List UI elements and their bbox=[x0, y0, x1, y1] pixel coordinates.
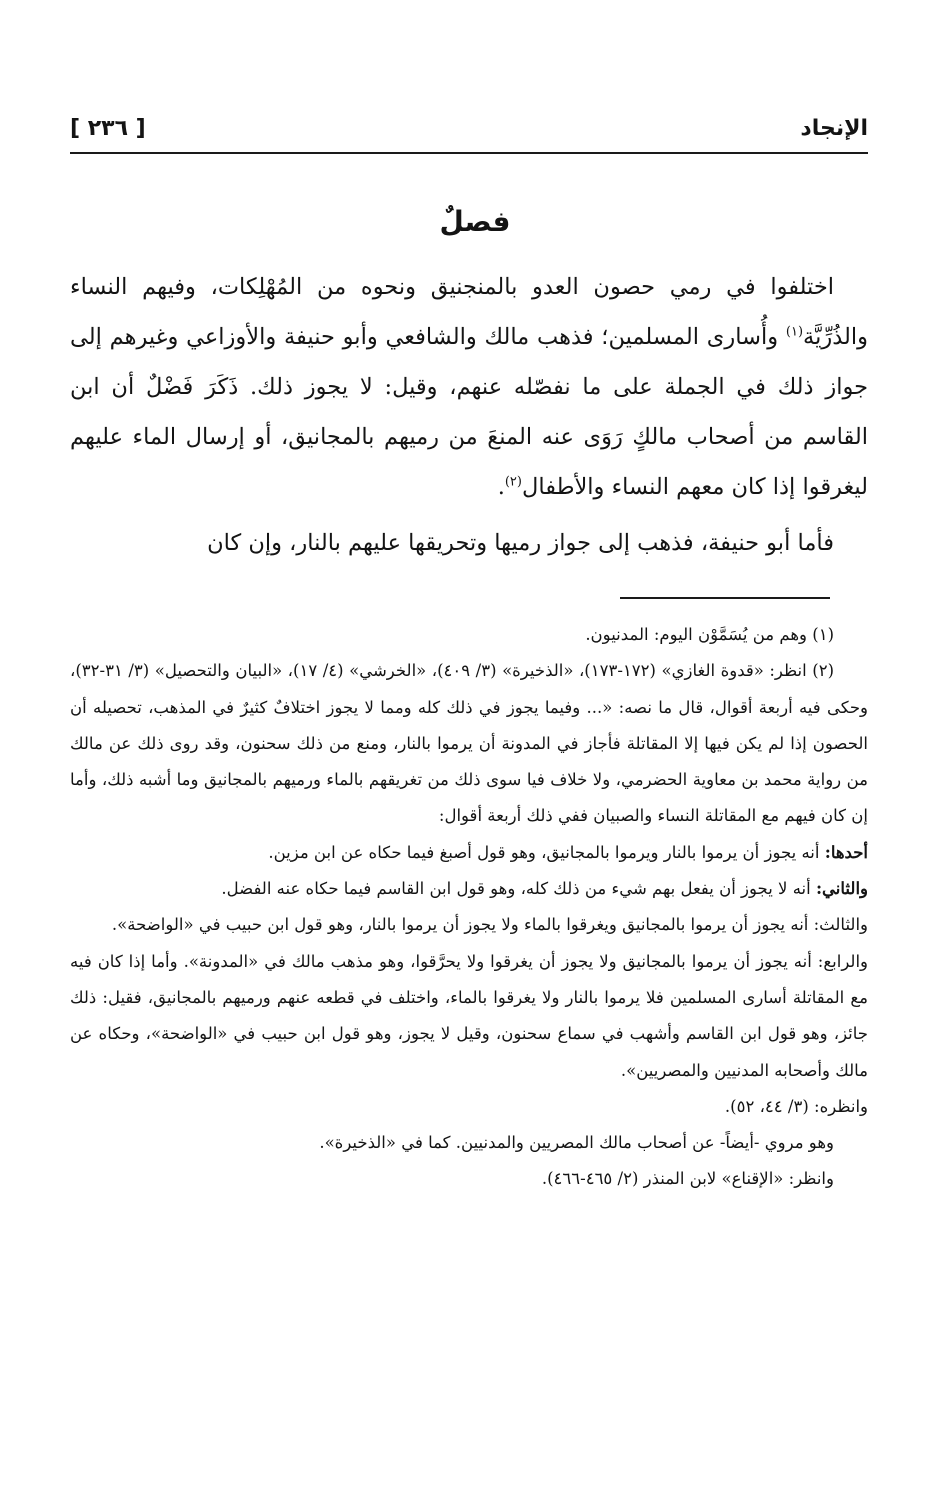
opinion-fourth bbox=[70, 944, 868, 1089]
paragraph-1-part-a: اختلفوا في رمي حصون العدو بالمنجنيق ونحوه من المُهْلِكات، وفيهم النساء والذُرِّيَّة bbox=[70, 274, 868, 350]
iqna-reference: وانظر: «الإقناع» لابن المنذر (٢/ ٤٦٥-٤٦٦). bbox=[541, 1169, 834, 1189]
main-paragraph-2: فأما أبو حنيفة، فذهب إلى جواز رميها وتحريقها عليهم بالنار، وإن كان bbox=[207, 530, 834, 556]
opinion-first bbox=[70, 835, 868, 871]
book-title: الإنجاد bbox=[800, 116, 868, 141]
main-paragraph-1 bbox=[70, 262, 868, 512]
opinion-fourth-label: والرابع: bbox=[817, 951, 868, 971]
footnotes bbox=[70, 617, 868, 1198]
opinion-second-text: أنه لا يجوز أن يفعل بهم شيء من ذلك كله، وهو قول ابن القاسم فيما حكاه عنه الفضل. bbox=[221, 879, 816, 899]
opinion-third-label: والثالث: bbox=[813, 915, 868, 935]
page-number: [ ٢٣٦ ] bbox=[70, 116, 146, 141]
paragraph-1-end: . bbox=[497, 474, 505, 500]
opinion-second bbox=[70, 871, 868, 907]
paragraph-1-part-b: وأُسارى المسلمين؛ فذهب مالك والشافعي وأبو حنيفة والأوزاعي وغيرهم إلى جواز ذلك في الجملة على ما نفصّله عنهم، وقيل: لا يجوز ذلك. ذَكَرَ فَضْلٌ أن ابن القاسم من أصحاب مالكٍ رَوَى عنه المنعَ من رميهم بالمجانيق، أو إرسال الماء عليهم ليغرقوا إذا كان معهم النساء والأطفال bbox=[70, 324, 868, 500]
footnote-ref-2[interactable]: (٢) bbox=[504, 474, 522, 490]
opinion-first-text: أنه يجوز أن يرموا بالنار ويرموا بالمجانيق، وهو قول أصبغ فيما حكاه عن ابن مزين. bbox=[268, 842, 825, 862]
page-header bbox=[70, 112, 868, 154]
section-heading: فصلٌ bbox=[439, 205, 511, 238]
footnote-separator bbox=[620, 597, 830, 599]
footnote-ref-1[interactable]: (١) bbox=[785, 324, 804, 340]
opinion-first-label: أحدها: bbox=[824, 842, 868, 862]
opinion-third-text: أنه يجوز أن يرموا بالمجانيق ويغرقوا بالماء ولا يجوز أن يرموا بالنار، وهو قول ابن حبيب في «الواضحة». bbox=[111, 915, 814, 935]
opinion-fourth-text: أنه يجوز أن يرموا بالمجانيق ولا يجوز أن يغرقوا ولا يحرَّقوا، وهو مذهب مالك في «المدونة». وأما إذا كان فيه مع المقاتلة أسارى المسلمين فلا يرموا بالنار ولا يغرقوا بالماء، واختلف في قطعه عنهم ورميهم بالمجانيق، فقيل: ذلك جائز، وهو قول ابن القاسم وأشهب في سماع سحنون، وقيل لا يجوز، وهو قول ابن حبيب في «الواضحة»، وحكاه عن مالك وأصحابه المدنيين والمصريين». bbox=[70, 951, 868, 1080]
footnote-2: (٢) انظر: «قدوة الغازي» (١٧٢-١٧٣)، «الذخيرة» (٣/ ٤٠٩)، «الخرشي» (٤/ ١٧)، «البيان والتحصيل» (٣/ ٣١-٣٢)، وحكى فيه أربعة أقوال، قال ما نصه: «... وفيما يجوز في ذلك كله ومما لا يجوز اختلافٌ كثيرٌ في المذهب، تحصيله أن الحصون إذا لم يكن فيها إلا المقاتلة فأجاز في المدونة أن يرموا بالنار، ومنع من ذلك سحنون، وقد روى ذلك عن مالك من رواية محمد بن معاوية الحضرمي، ولا خلاف فيا سوى ذلك من تغريقهم بالماء ورميهم بالمجانيق وما أشبه ذلك، وأما إن كان فيهم مع المقاتلة النساء والصبيان ففي ذلك أربعة أقوال: bbox=[70, 661, 868, 826]
also-narrated-note: وهو مروي -أيضاً- عن أصحاب مالك المصريين والمدنيين. كما في «الذخيرة». bbox=[319, 1133, 834, 1153]
main-text bbox=[70, 262, 868, 568]
opinion-second-label: والثاني: bbox=[815, 879, 868, 899]
opinion-third bbox=[70, 907, 868, 943]
see-also-reference: وانظره: (٣/ ٤٤، ٥٢). bbox=[724, 1096, 868, 1116]
footnote-1: (١) وهم من يُسَمَّوْن اليوم: المدنيون. bbox=[585, 625, 834, 644]
